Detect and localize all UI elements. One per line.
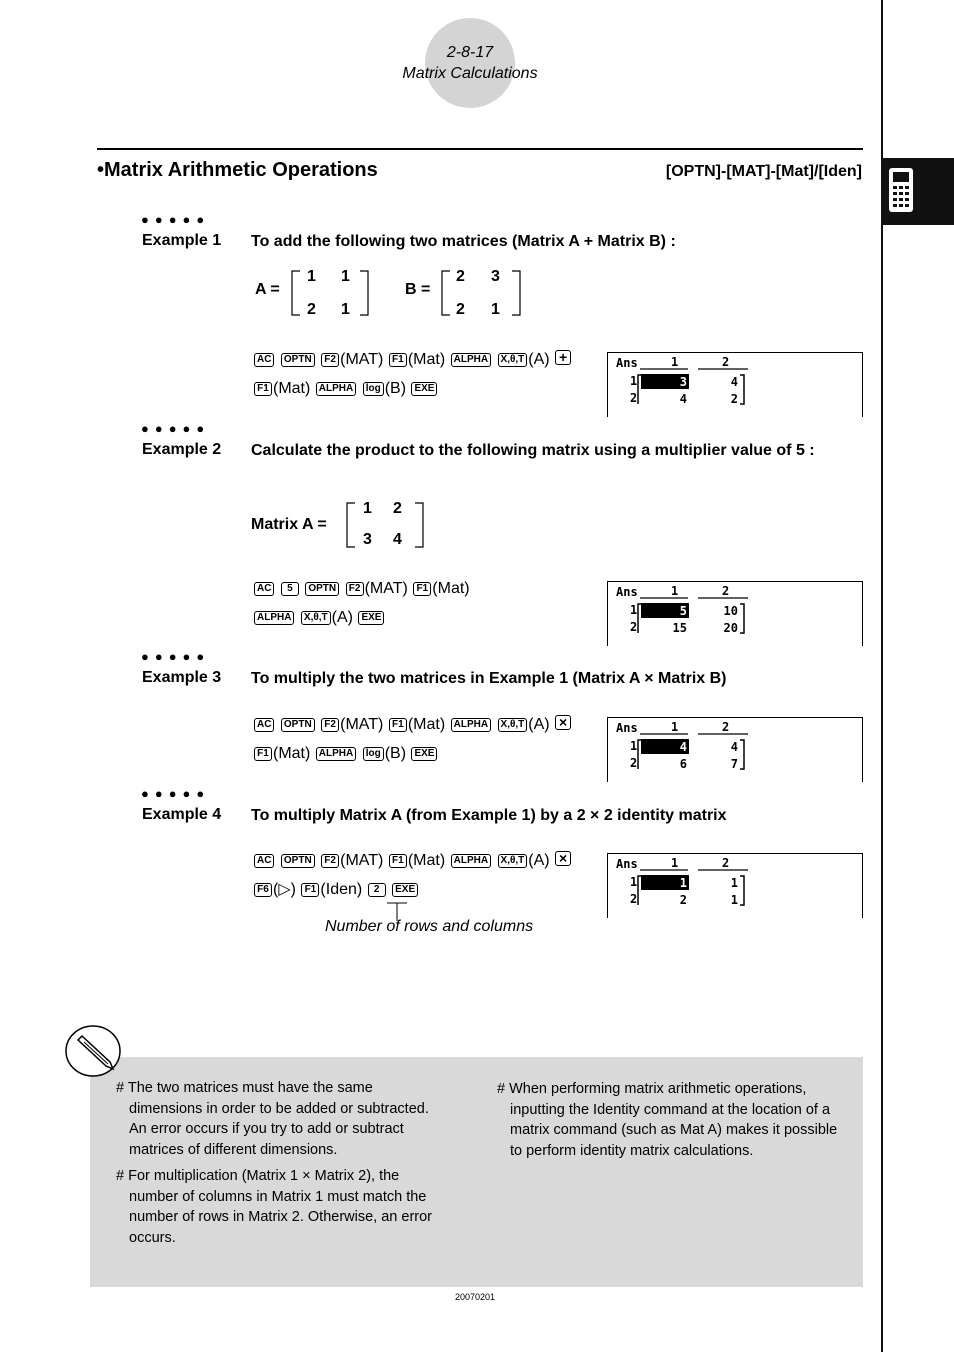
matrix-a [290, 268, 370, 323]
matrix-cell: 1 [307, 268, 316, 285]
f2-key: F2 [346, 582, 364, 596]
matrix-cell: 2 [456, 268, 465, 285]
two-key: 2 [368, 883, 386, 897]
example-dots: ●●●●● [141, 649, 211, 664]
section-heading [97, 159, 378, 182]
x-theta-t-key: X,θ,T [498, 718, 528, 732]
f1-key: F1 [389, 718, 407, 732]
matrix-cell: 3 [491, 268, 500, 285]
times-key: × [555, 851, 571, 866]
matrix-a-label: Matrix A = [251, 516, 327, 533]
page-number: 2-8-17 [446, 44, 494, 61]
key-caption: (MAT) [364, 580, 408, 597]
calc-screen [607, 853, 863, 918]
f2-key: F2 [321, 718, 339, 732]
exe-key: EXE [411, 747, 437, 761]
key-caption: (B) [384, 380, 407, 397]
optn-key: OPTN [281, 353, 315, 367]
example-text: To multiply the two matrices in Example 1 (Matrix A × Matrix B) [251, 670, 727, 687]
notes-right [497, 1079, 845, 1167]
lcd-value: 4 [679, 392, 687, 406]
alpha-key: ALPHA [316, 382, 356, 396]
key-caption: (Mat) [407, 852, 446, 869]
lcd-display [608, 582, 862, 646]
chapter-tab [883, 158, 954, 225]
key-caption: (MAT) [340, 716, 384, 733]
matrix-cell: 2 [393, 500, 402, 517]
alpha-key: ALPHA [316, 747, 356, 761]
example-dots: ●●●●● [141, 786, 211, 801]
matrix-cell: 2 [307, 301, 316, 318]
header-rule [97, 148, 863, 150]
lcd-value: 15 [672, 621, 687, 635]
page-number-circle [425, 18, 515, 108]
lcd-col-header: 2 [722, 720, 730, 734]
lcd-display [608, 718, 862, 782]
matrix-b-label: B = [405, 281, 431, 298]
f6-key: F6 [254, 883, 272, 897]
key-caption: (A) [331, 609, 353, 626]
alpha-key: ALPHA [254, 611, 294, 625]
lcd-value: 10 [723, 604, 738, 618]
key-caption: (Mat) [432, 580, 470, 597]
example-label: Example 1 [142, 232, 222, 249]
lcd-row-header: 2 [630, 892, 638, 906]
key-caption: (Mat) [273, 745, 311, 762]
calc-screen [607, 581, 863, 646]
example-dots: ●●●●● [141, 421, 211, 436]
key-caption: (Mat) [407, 716, 446, 733]
key-sequence [253, 345, 572, 403]
key-caption: (MAT) [340, 351, 384, 368]
lcd-row-header: 1 [630, 603, 638, 617]
lcd-value: 5 [679, 604, 687, 618]
note-item: # The two matrices must have the same dimensions in order to be added or subtracted. An error occurs if you try to add or subtract matrices of different dimensions. [116, 1080, 429, 1158]
calc-screen [607, 717, 863, 782]
matrix-cell: 4 [393, 531, 402, 548]
calculator-icon [887, 166, 917, 216]
times-key: × [555, 715, 571, 730]
alpha-key: ALPHA [451, 353, 491, 367]
lcd-col-header: 2 [722, 584, 730, 598]
matrix-cell: 1 [491, 301, 500, 318]
pencil-icon [64, 1024, 122, 1078]
f1-key: F1 [254, 382, 272, 396]
x-theta-t-key: X,θ,T [498, 353, 528, 367]
footer-code: 20070201 [454, 1292, 496, 1302]
lcd-value: 2 [679, 893, 687, 907]
f1-key: F1 [413, 582, 431, 596]
key-sequence [253, 846, 572, 904]
matrix-cell: 2 [456, 301, 465, 318]
key-caption: (MAT) [340, 852, 384, 869]
example-label: Example 4 [142, 806, 222, 823]
calc-screen [607, 352, 863, 417]
x-theta-t-key: X,θ,T [498, 854, 528, 868]
optn-key: OPTN [281, 718, 315, 732]
lcd-value: 7 [730, 757, 738, 771]
f2-key: F2 [321, 353, 339, 367]
example-text: To add the following two matrices (Matrix A + Matrix B) : [251, 233, 676, 250]
lcd-value: 1 [679, 876, 687, 890]
key-caption: (A) [528, 716, 550, 733]
plus-key: + [555, 350, 571, 365]
heading-title: Matrix Arithmetic Operations [104, 159, 378, 181]
note-item: # When performing matrix arithmetic operations, inputting the Identity command at the location of a matrix command (such as Mat A) makes it possible to perform identity matrix calculations. [497, 1081, 838, 1159]
f1-key: F1 [301, 883, 319, 897]
ac-key: AC [254, 854, 274, 868]
key-caption: (A) [528, 351, 550, 368]
lcd-header: Ans [616, 356, 638, 370]
key-sequence [253, 574, 470, 632]
bullet: • [97, 159, 105, 181]
example-label: Example 2 [142, 441, 222, 458]
f1-key: F1 [389, 854, 407, 868]
matrix-brackets [345, 500, 425, 550]
example-text: Calculate the product to the following matrix using a multiplier value of 5 : [251, 442, 815, 459]
matrix-cell: 1 [341, 268, 350, 285]
section-title: Matrix Calculations [402, 65, 538, 82]
ac-key: AC [254, 353, 274, 367]
example-label: Example 3 [142, 669, 222, 686]
heading-key-path: [OPTN]-[MAT]-[Mat]/[Iden] [665, 163, 862, 180]
lcd-value: 4 [730, 375, 738, 389]
lcd-col-header: 1 [671, 584, 679, 598]
lcd-value: 20 [723, 621, 738, 635]
lcd-header: Ans [616, 721, 638, 735]
lcd-value: 1 [730, 876, 738, 890]
matrix-cell: 1 [341, 301, 350, 318]
x-theta-t-key: X,θ,T [301, 611, 331, 625]
lcd-value: 6 [679, 757, 687, 771]
exe-key: EXE [392, 883, 418, 897]
lcd-row-header: 2 [630, 756, 638, 770]
key-caption: (A) [528, 852, 550, 869]
matrix-a [345, 500, 425, 555]
key-caption: (B) [384, 745, 407, 762]
alpha-key: ALPHA [451, 718, 491, 732]
lcd-value: 3 [679, 375, 687, 389]
lcd-value: 4 [679, 740, 687, 754]
lcd-col-header: 1 [671, 355, 679, 369]
lcd-value: 2 [730, 392, 738, 406]
lcd-col-header: 2 [722, 355, 730, 369]
f2-key: F2 [321, 854, 339, 868]
log-key: log [363, 382, 384, 396]
matrix-brackets [290, 268, 370, 318]
log-key: log [363, 747, 384, 761]
lcd-col-header: 2 [722, 856, 730, 870]
callout-caption: Number of rows and columns [325, 918, 534, 935]
f1-key: F1 [389, 353, 407, 367]
lcd-row-header: 1 [630, 739, 638, 753]
lcd-col-header: 1 [671, 856, 679, 870]
lcd-value: 4 [730, 740, 738, 754]
ac-key: AC [254, 582, 274, 596]
exe-key: EXE [358, 611, 384, 625]
lcd-display [608, 353, 862, 417]
example-text: To multiply Matrix A (from Example 1) by a 2 × 2 identity matrix [251, 807, 727, 824]
matrix-a-label: A = [255, 281, 280, 298]
optn-key: OPTN [305, 582, 339, 596]
optn-key: OPTN [281, 854, 315, 868]
ac-key: AC [254, 718, 274, 732]
note-item: # For multiplication (Matrix 1 × Matrix 2), the number of columns in Matrix 1 must match the number of rows in Matrix 2. Otherwise, an error occurs. [116, 1168, 432, 1246]
lcd-value: 1 [730, 893, 738, 907]
matrix-brackets [440, 268, 522, 318]
matrix-cell: 1 [363, 500, 372, 517]
key-caption: (Mat) [273, 380, 311, 397]
lcd-col-header: 1 [671, 720, 679, 734]
key-caption: (Mat) [407, 351, 446, 368]
exe-key: EXE [411, 382, 437, 396]
lcd-row-header: 2 [630, 620, 638, 634]
lcd-row-header: 1 [630, 875, 638, 889]
lcd-header: Ans [616, 857, 638, 871]
matrix-cell: 3 [363, 531, 372, 548]
example-dots: ●●●●● [141, 212, 211, 227]
key-sequence [253, 710, 572, 768]
lcd-row-header: 1 [630, 374, 638, 388]
key-caption: (Iden) [320, 881, 363, 898]
five-key: 5 [281, 582, 299, 596]
notes-left [116, 1078, 438, 1254]
alpha-key: ALPHA [451, 854, 491, 868]
lcd-header: Ans [616, 585, 638, 599]
matrix-b [440, 268, 522, 323]
f1-key: F1 [254, 747, 272, 761]
lcd-row-header: 2 [630, 391, 638, 405]
key-caption: (▷) [273, 881, 296, 898]
lcd-display [608, 854, 862, 918]
